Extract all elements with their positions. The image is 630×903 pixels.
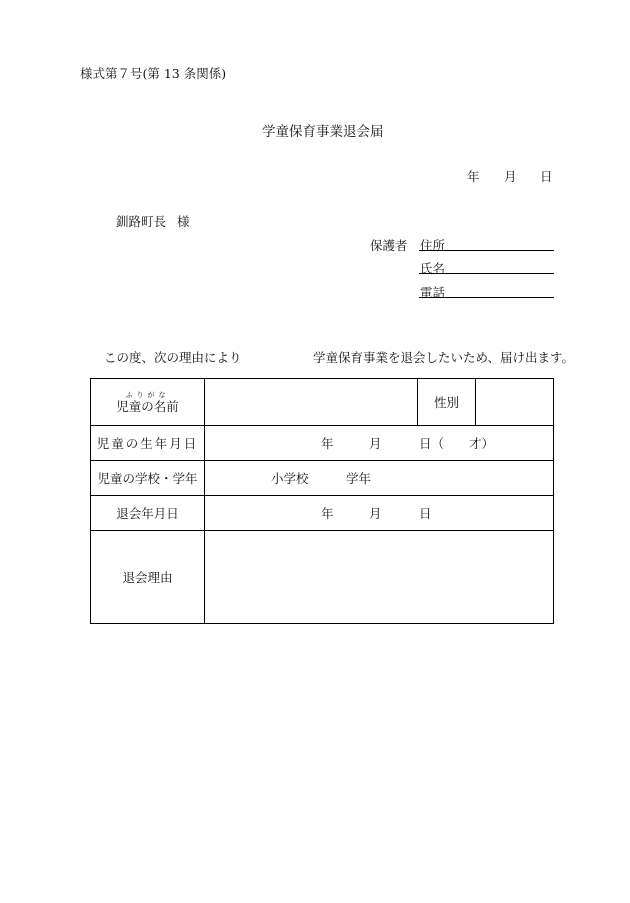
gender-field[interactable] <box>476 379 554 426</box>
row-birthdate <box>91 426 554 461</box>
addressee-name: 釧路町長 <box>116 214 167 229</box>
date-month: 月 <box>504 169 517 184</box>
grade-unit: 学年 <box>346 471 372 486</box>
date-year: 年 <box>467 169 480 184</box>
guardian-phone-label: 電話 <box>420 285 446 300</box>
child-name-ruby-label <box>116 391 179 414</box>
guardian-address-line[interactable] <box>419 250 554 251</box>
withdraw-date-field[interactable] <box>205 496 554 531</box>
addressee-honorific: 様 <box>177 214 190 229</box>
school-unit: 小学校 <box>271 471 309 486</box>
withdrawal-table <box>90 378 554 624</box>
withdraw-month-unit: 月 <box>369 506 382 521</box>
school-field[interactable] <box>205 461 554 496</box>
child-name-label-cell <box>91 379 205 426</box>
guardian-name-line[interactable] <box>419 273 554 274</box>
withdraw-year-unit: 年 <box>321 506 334 521</box>
birth-month-unit: 月 <box>369 436 382 451</box>
row-child-name <box>91 379 554 426</box>
guardian-address-label: 住所 <box>420 238 446 253</box>
gender-label: 性別 <box>418 379 476 426</box>
guardian-name-label: 氏名 <box>420 261 446 276</box>
form-title: 学童保育事業退会届 <box>262 124 384 140</box>
school-label: 児童の学校・学年 <box>91 461 205 496</box>
date-day: 日 <box>540 169 553 184</box>
birth-year-unit: 年 <box>321 436 334 451</box>
statement-suffix: 学童保育事業を退会したいため、届け出ます。 <box>313 350 575 365</box>
form-number: 様式第７号(第 13 条関係) <box>80 66 227 81</box>
birthdate-field[interactable] <box>205 426 554 461</box>
birth-day-age-unit: 日（ 才） <box>419 436 495 451</box>
child-name-field[interactable] <box>205 379 418 426</box>
row-school <box>91 461 554 496</box>
reason-field[interactable] <box>205 531 554 624</box>
guardian-phone-line[interactable] <box>419 297 554 298</box>
child-name-label: 児童の名前 <box>116 398 179 414</box>
guardian-label: 保護者 <box>370 238 408 253</box>
statement-prefix: この度、次の理由により <box>104 350 242 365</box>
row-withdraw-date <box>91 496 554 531</box>
withdraw-day-unit: 日 <box>419 506 432 521</box>
row-reason <box>91 531 554 624</box>
withdraw-date-label: 退会年月日 <box>91 496 205 531</box>
birthdate-label: 児童の生年月日 <box>91 426 205 461</box>
reason-label: 退会理由 <box>91 531 205 624</box>
furigana-label: ふりがな <box>125 390 170 399</box>
